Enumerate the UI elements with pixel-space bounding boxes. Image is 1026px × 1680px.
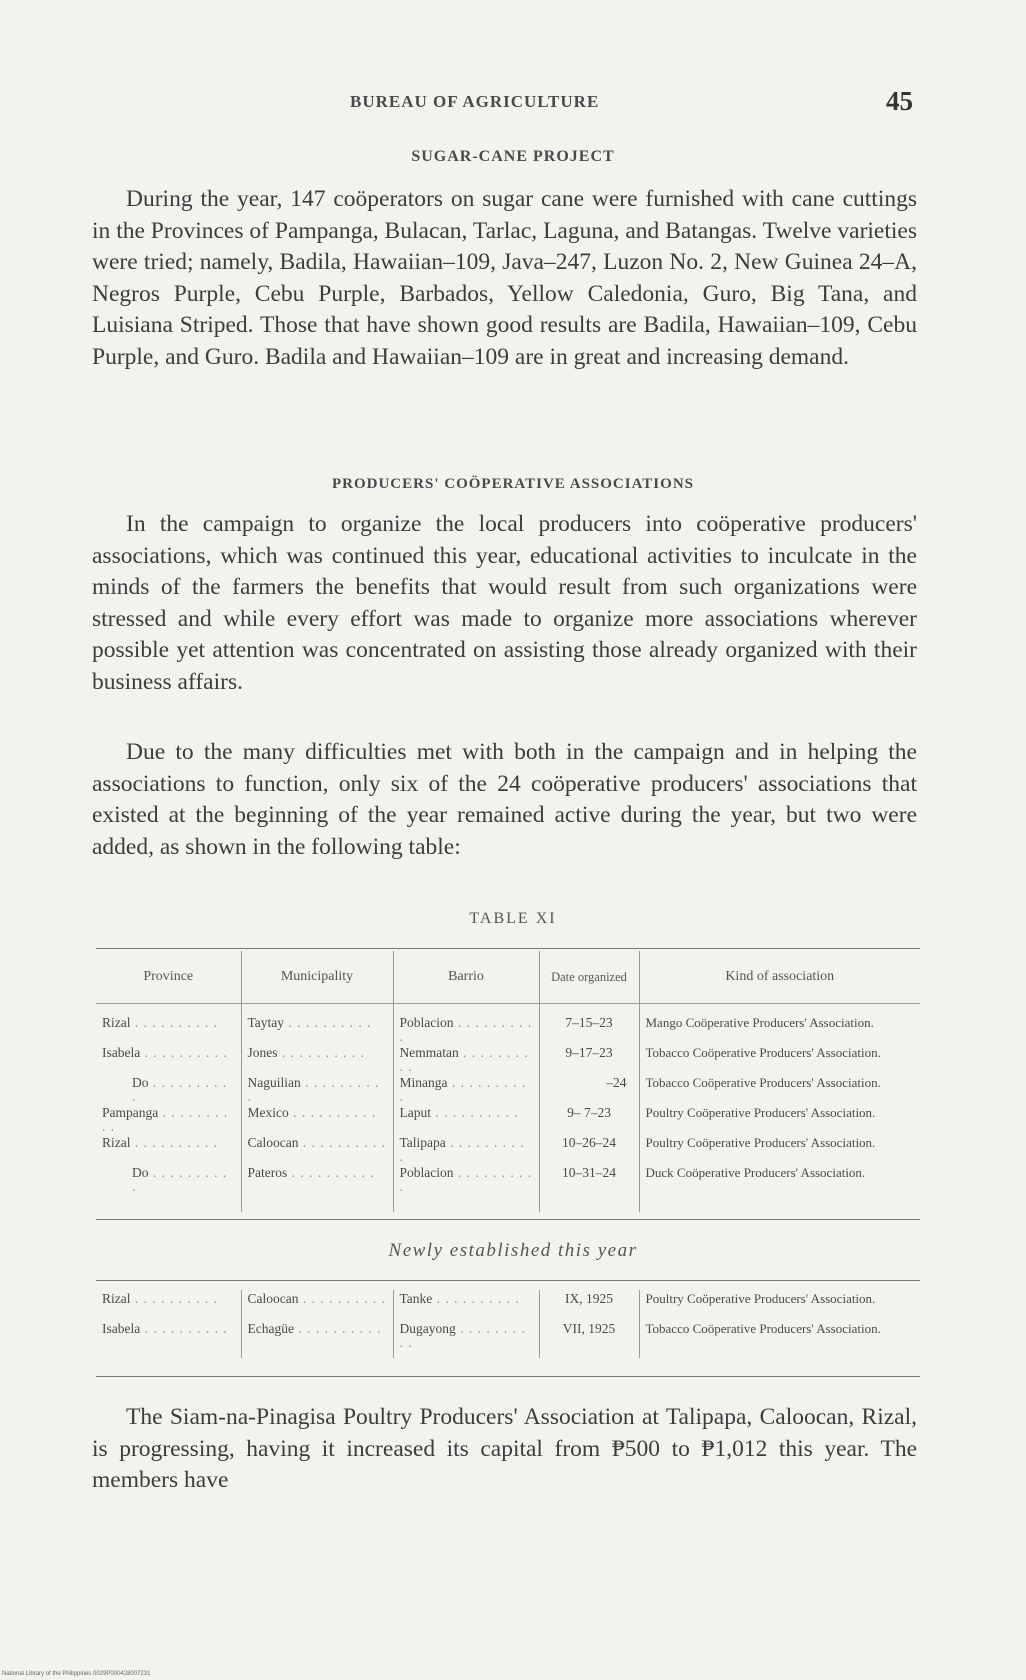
table-top-rule: [96, 948, 920, 949]
paragraph-cooperative-1: In the campaign to organize the local producers into coöperative producers' associations, which was continued this year, educational activities to inculcate in the minds of the farmers the benefits that would result from such organizations were stressed and while every effort was made to organize more associations wherever possible yet attention was concentrated on assisting those already organized with their business affairs.: [92, 511, 917, 695]
column-header-date: Date organized: [539, 951, 639, 1004]
cell-province: Do . . .: [132, 1075, 227, 1104]
table-row: [96, 1014, 920, 1044]
table-row: [96, 1104, 920, 1134]
table-row: [96, 1074, 920, 1104]
cell-municipality: Naguilian . . .: [248, 1075, 380, 1104]
cell-barrio: Talipapa . . .: [400, 1135, 525, 1164]
cell-municipality: Taytay . . .: [248, 1015, 372, 1030]
cell-kind: Tobacco Coöperative Producers' Association.: [645, 1045, 881, 1060]
section-heading-sugar-cane: SUGAR-CANE PROJECT: [411, 148, 615, 165]
cell-date: 7–15–23: [539, 1014, 639, 1044]
cell-kind: Duck Coöperative Producers' Association.: [645, 1165, 866, 1180]
cell-kind: Mango Coöperative Producers' Association.: [645, 1015, 874, 1030]
paragraph-sugar-cane: During the year, 147 coöperators on sugar cane were furnished with cane cuttings in the Provinces of Pampanga, Bulacan, Tarlac, Laguna, and Batangas. Twelve varieties were tried; namely, Badila, Hawaiian–109, Java–247, Luzon No. 2, New Guinea 24–A, Negros Purple, Cebu Purple, Barbados, Yellow Caledonia, Guro, Big Tana, and Luisiana Striped. Those that have shown good results are Badila, Hawaiian–109, Cebu Purple, and Guro. Badila and Hawaiian–109 are in great and increasing demand.: [92, 186, 917, 370]
table-row: [96, 1290, 920, 1320]
cell-barrio: Poblacion . . .: [400, 1015, 533, 1044]
cell-kind: Poultry Coöperative Producers' Association.: [645, 1291, 876, 1306]
cell-barrio: Tanke . . .: [400, 1291, 520, 1306]
cell-province: Rizal . . .: [102, 1135, 218, 1150]
new-associations-table: [96, 1290, 920, 1358]
cell-barrio: Nemmatan . . .: [400, 1045, 529, 1074]
column-header-barrio: Barrio: [393, 951, 539, 1004]
cell-municipality: Jones . . .: [248, 1045, 366, 1060]
column-header-municipality: Municipality: [241, 951, 393, 1004]
cell-date: 10–26–24: [539, 1134, 639, 1164]
table-row: [96, 1044, 920, 1074]
cell-date: 9– 7–23: [539, 1104, 639, 1134]
column-header-province: Province: [96, 951, 241, 1004]
newly-established-caption: Newly established this year: [388, 1240, 638, 1261]
cell-date: 9–17–23: [539, 1044, 639, 1074]
cell-date: –24: [539, 1074, 639, 1104]
running-title: BUREAU OF AGRICULTURE: [350, 92, 600, 111]
page-number: 45: [886, 86, 913, 116]
cell-municipality: Echagüe . . .: [248, 1321, 382, 1336]
section-heading-cooperative: PRODUCERS' COÖPERATIVE ASSOCIATIONS: [331, 476, 694, 492]
column-header-kind: Kind of association: [639, 951, 920, 1004]
cell-municipality: Caloocan . . .: [248, 1291, 386, 1306]
cell-province: Rizal . . .: [102, 1015, 218, 1030]
running-head: [0, 86, 1026, 122]
cell-barrio: Dugayong . . .: [400, 1321, 526, 1350]
cell-date: VII, 1925: [539, 1320, 639, 1350]
table-row: [96, 1164, 920, 1194]
new-table-top-rule: [96, 1280, 920, 1281]
cell-municipality: Caloocan . . .: [248, 1135, 386, 1150]
cell-kind: Poultry Coöperative Producers' Association.: [645, 1135, 876, 1150]
cell-province: Rizal . . .: [102, 1291, 218, 1306]
paragraph-closing: The Siam-na-Pinagisa Poultry Producers' Association at Talipapa, Caloocan, Rizal, is progressing, having it increased its capital from ₱500 to ₱1,012 this year. The members have: [92, 1404, 917, 1494]
table-header-row: [96, 951, 920, 1004]
cell-province: Do . . .: [132, 1165, 227, 1194]
cell-municipality: Pateros . . .: [248, 1165, 375, 1180]
table-row: [96, 1320, 920, 1350]
cell-date: IX, 1925: [539, 1290, 639, 1320]
cell-kind: Tobacco Coöperative Producers' Association.: [645, 1321, 881, 1336]
cell-barrio: Laput . . .: [400, 1105, 519, 1120]
table-row: [96, 1134, 920, 1164]
cell-date: 10–31–24: [539, 1164, 639, 1194]
cell-province: Isabela . . .: [102, 1321, 228, 1336]
table-caption: TABLE XI: [469, 910, 557, 927]
cell-kind: Poultry Coöperative Producers' Association.: [645, 1105, 876, 1120]
paragraph-cooperative-2: Due to the many difficulties met with both in the campaign and in helping the associations to function, only six of the 24 coöperative producers' associations that existed at the beginning of the year remained active during the year, but two were added, as shown in the following table:: [92, 739, 917, 860]
cell-municipality: Mexico . . .: [248, 1105, 377, 1120]
table-bottom-rule: [96, 1376, 920, 1377]
cell-barrio: Poblacion . . .: [400, 1165, 533, 1194]
cell-barrio: Minanga . . .: [400, 1075, 527, 1104]
cell-kind: Tobacco Coöperative Producers' Association.: [645, 1075, 881, 1090]
cell-province: Pampanga . . .: [102, 1105, 228, 1134]
cell-province: Isabela . . .: [102, 1045, 228, 1060]
table-mid-rule: [96, 1219, 920, 1220]
associations-table: [96, 951, 920, 1212]
scan-footer-mark: National Library of the Philippines 0029P000428007231: [2, 1671, 151, 1677]
